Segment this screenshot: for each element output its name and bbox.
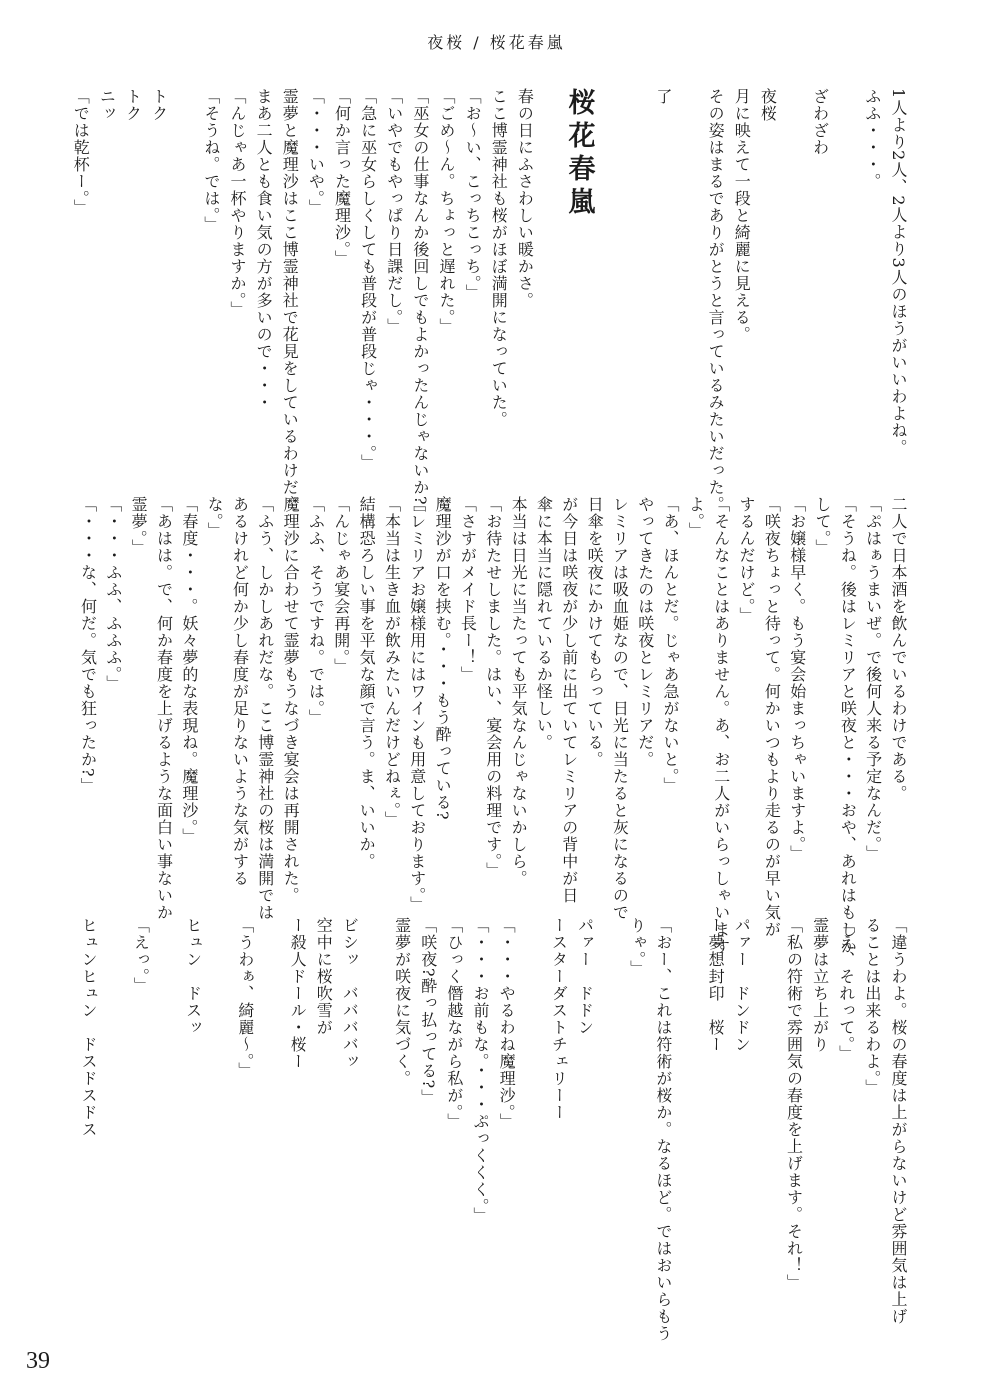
text-line: 霊夢が咲夜に気づく。	[392, 917, 412, 1087]
text-line: レミリアは吸血姫なので、日光に当たると灰になるので	[610, 496, 630, 921]
blank-line	[671, 88, 697, 508]
text-line: ここ博霊神社も桜がほぼ満開になっていた。	[489, 88, 509, 428]
blank-line	[671, 917, 697, 1167]
text-line: 「・・・な、何だ。気でも狂ったか?」	[78, 496, 98, 795]
text-line: 「お～い、こっちこっち。」	[463, 88, 483, 301]
text-line: 結構恐ろしい事を平気な顔で言う。ま、いいか。	[357, 496, 377, 870]
text-line: 月に映えて一段と綺麗に見える。	[732, 88, 752, 343]
text-line: 日傘を咲夜にかけてもらっている。	[585, 496, 605, 768]
text-line: 1人より2人、2人より3人のほうがいいわよね。	[889, 88, 908, 456]
text-line: な。」	[205, 496, 225, 539]
blank-line	[828, 88, 854, 508]
text-line: ニッ	[97, 88, 117, 122]
text-line: ビシッ ババババッ	[340, 917, 360, 1070]
text-line: 二人で日本酒を飲んでいるわけである。	[889, 496, 908, 802]
blank-line	[749, 917, 775, 1167]
text-line: 「何か言った魔理沙。」	[332, 88, 352, 267]
text-line: 「レミリアお嬢様用にはワインも用意しております。」	[407, 496, 427, 913]
text-line: やってきたのは咲夜とレミリアだ。	[635, 496, 655, 768]
page-number: 39	[26, 1348, 50, 1374]
page-header: 夜桜 / 桜花春嵐	[427, 33, 566, 52]
text-line: 「春度・・・。妖々夢的な表現ね。魔理沙。」	[179, 496, 199, 845]
text-line: して。」	[813, 496, 833, 556]
text-line: ヒュンヒュン ドスドスドス	[79, 917, 99, 1138]
blank-line	[201, 917, 227, 1167]
text-line: 「ふふ、そうですね。では。」	[306, 496, 326, 726]
text-line: 「本当は生き血が飲みたいんだけどねぇ。」	[382, 496, 402, 828]
text-line: するんだけど。」	[737, 496, 757, 624]
text-line: 傘に本当に隠れているか怪しい。	[534, 496, 554, 751]
text-line: 「んじゃあ一杯やりますか。」	[228, 88, 247, 318]
blank-line	[619, 88, 645, 508]
text-line: 霊夢。」	[129, 496, 149, 556]
text-line: 霊夢と魔理沙はここ博霊神社で花見をしているわけだ。	[280, 88, 300, 513]
text-line: ることは出来るわよ。」	[862, 917, 882, 1096]
text-line: 「・・・やるわね魔理沙。」	[497, 917, 517, 1130]
blank-line	[96, 917, 122, 1167]
text-line: 霊夢は立ち上がり	[810, 917, 830, 1053]
text-line: 「では乾杯ー。」	[71, 88, 91, 216]
text-line: 「そうね。では。」	[201, 88, 221, 233]
text-line: 「・・・いや。」	[306, 88, 326, 216]
text-line: 夜桜	[758, 88, 778, 122]
text-line: 「咲夜?酔っ払ってる?」	[418, 917, 438, 1107]
text-line: 「おー、これは符術が桜か。なるほど。ではおいらもう	[653, 917, 673, 1342]
text-line: 空中に桜吹雪が	[314, 917, 334, 1036]
text-line: あるけれど何か少し春度が足りないような気がする	[230, 496, 250, 887]
blank-line	[357, 917, 383, 1167]
blank-line	[514, 917, 540, 1167]
text-line: 魔理沙に合わせて霊夢もうなづき宴会は再開された。	[281, 496, 301, 904]
blank-line	[532, 88, 558, 508]
text-line: ヒュン ドスッ	[183, 917, 203, 1036]
text-block-lower	[70, 917, 908, 1342]
text-line: 「そうね。後はレミリアと咲夜と・・・おや、あれはもしか	[838, 496, 858, 955]
text-line: りゃ。」	[627, 917, 647, 977]
text-block-upper	[70, 88, 908, 523]
text-line: よ。」	[686, 496, 706, 539]
text-line: 「ぷはぁうまいぜ。で後何人来る予定なんだ。」	[863, 496, 883, 862]
text-line: 「んじゃあ宴会再開。」	[331, 496, 351, 675]
text-line: ー殺人ドール・桜ー	[288, 917, 308, 1070]
text-line: 「うわぁ、綺麗～。」	[235, 917, 255, 1079]
text-line: 「私の符術で雰囲気の春度を上げます。それ！」	[784, 917, 804, 1291]
text-line: 「そんなことはありません。あ、お二人がいらっしゃいます	[711, 496, 731, 955]
text-line: パァー ドドン	[575, 917, 595, 1036]
text-line: その姿はまるでありがとうと言っているみたいだった。	[706, 88, 726, 513]
section-title: 桜花春嵐	[563, 88, 595, 220]
text-line: 本当は日光に当たっても平気なんじゃないかしら。	[509, 496, 529, 887]
text-line: 「違うわよ。桜の春度は上がらないけど雰囲気は上げ	[889, 917, 908, 1325]
text-line: トク	[123, 88, 143, 122]
text-line: 「いやでもやっぱり日課だし。」	[384, 88, 404, 335]
text-line: 「さすがメイド長ー！」	[458, 496, 478, 683]
blank-line	[593, 917, 619, 1167]
text-line: パァー ドンドン	[732, 917, 752, 1053]
text-line: 「急に巫女らしくしても普段が普段じゃ・・・。」	[358, 88, 378, 471]
text-line: 「えっ。」	[131, 917, 151, 994]
text-line: 「咲夜ちょっと待って。何かいつもより走るのが早い気が	[762, 496, 782, 938]
text-line: トク	[149, 88, 169, 122]
blank-line	[167, 88, 193, 508]
text-line: 「あ、ほんとだ。じゃあ急がないと。」	[661, 496, 681, 794]
text-line: ー夢想封印 桜ー	[706, 917, 726, 1053]
text-line: まあ二人とも食い気の方が多いので・・・	[254, 88, 274, 411]
blank-line	[253, 917, 279, 1167]
text-line: 「巫女の仕事なんか後回しでもよかったんじゃないか?」	[410, 88, 430, 523]
text-line: 魔理沙が口を挟む。・・・もう酔っている?	[433, 496, 453, 821]
text-line: ースターダストチェリーー	[549, 917, 569, 1121]
text-line: が今日は咲夜が少し前に出ていてレミリアの背中が日	[559, 496, 579, 904]
text-line: 「ふう、しかしあれだな。ここ博霊神社の桜は満開では	[255, 496, 275, 921]
text-line: 「・・・お前もな。・・・ぷっくくく。」	[471, 917, 490, 1224]
blank-line	[148, 917, 174, 1167]
text-line: 「ごめ～ん。ちょっと遅れた。」	[437, 88, 456, 335]
text-line: ふふ・・・。	[862, 88, 882, 190]
blank-line	[593, 88, 619, 508]
text-line: 春の日にふさわしい暖かさ。	[515, 88, 535, 309]
text-line: 「・・・ふふ、ふふふ。」	[103, 496, 123, 692]
text-line: 「お嬢様早く。もう宴会始まっちゃいますよ。」	[787, 496, 807, 862]
text-line: ざわざわ	[810, 88, 830, 156]
text-line: 「え、それって。」	[836, 917, 856, 1062]
text-line: 「あはは。で、何か春度を上げるような面白い事ないか	[154, 496, 174, 921]
text-line: 「お待たせしました。はい、宴会用の料理です。」	[483, 496, 503, 879]
blank-line	[775, 88, 801, 508]
text-line: 了	[653, 88, 673, 105]
text-line: 「ひっく僭越ながら私が。」	[444, 917, 464, 1130]
